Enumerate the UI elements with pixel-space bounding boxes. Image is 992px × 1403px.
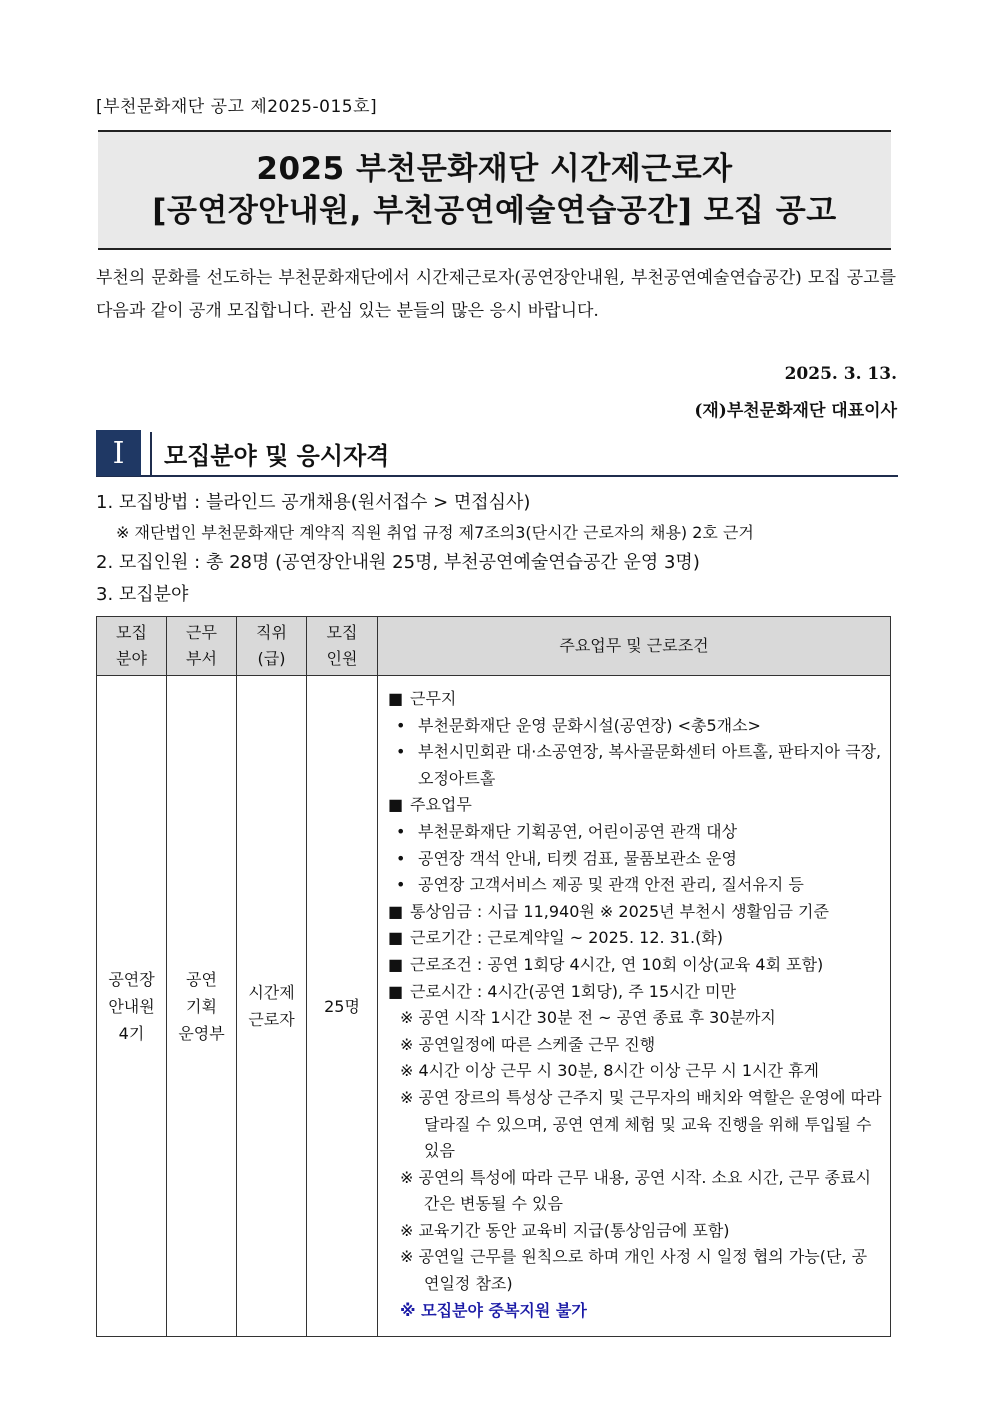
duty-note-4: ※ 공연 장르의 특성상 근주지 및 근무자의 배치와 역할은 운영에 따라 달라질 수 있으며, 공연 연계 체험 및 교육 진행을 위해 투입될 수 있음 [400, 1087, 882, 1161]
header-count [307, 617, 378, 676]
header-dept-l2: 부서 [186, 649, 217, 668]
duty-workplace-2: • 부천시민회관 대·소공연장, 복사골문화센터 아트홀, 판타지아 극장, 오정아트홀 [388, 739, 882, 792]
dot-bullet-icon: • [396, 742, 406, 762]
duty-note-3: ※ 4시간 이상 근무 시 30분, 8시간 이상 근무 시 1시간 휴게 [400, 1061, 820, 1081]
cell-rank-l2: 근로자 [248, 1010, 295, 1030]
title-box [98, 130, 891, 250]
item-recruit-method: 1. 모집방법 : 블라인드 공개채용(원서접수 > 면접심사) [96, 492, 531, 513]
dot-bullet-icon: • [396, 848, 406, 868]
header-rank-l2: (급) [257, 649, 286, 668]
duty-note-2: ※ 공연일정에 따른 스케줄 근무 진행 [400, 1034, 656, 1054]
section-title: 모집분야 및 응시자격 [164, 442, 390, 470]
duty-period: ■ 근로기간 : 근로계약일 ~ 2025. 12. 31.(화) [388, 925, 882, 952]
duty-main-3: • 공연장 고객서비스 제공 및 관객 안전 관리, 질서유지 등 [388, 872, 882, 899]
header-dept [167, 617, 237, 676]
duty-hours: ■ 근로시간 : 4시간(공연 1회당), 주 15시간 미만 [388, 979, 882, 1006]
header-count-l2: 인원 [326, 649, 358, 668]
header-field [97, 617, 167, 676]
cell-count: 25명 [307, 676, 378, 1337]
square-bullet-icon: ■ [388, 981, 404, 1001]
section-header [96, 430, 898, 477]
header-field-l1: 모집 [116, 623, 147, 642]
dot-bullet-icon: • [396, 821, 406, 841]
item-recruit-method-note: ※ 재단법인 부천문화재단 계약직 직원 취업 규정 제7조의3(단시간 근로자의 채용) 2호 근거 [116, 523, 754, 542]
dot-bullet-icon: • [396, 875, 406, 895]
notice-date: 2025. 3. 13. [784, 364, 897, 384]
square-bullet-icon: ■ [388, 901, 404, 921]
cell-dept-l2: 기획 [186, 996, 217, 1016]
section-number-badge: Ⅰ [96, 430, 141, 476]
title-line-2: [공연장안내원, 부천공연예술연습공간] 모집 공고 [152, 193, 837, 229]
recruit-table [96, 616, 891, 1337]
duty-conditions: ■ 근로조건 : 공연 1회당 4시간, 연 10회 이상(교육 4회 포함) [388, 952, 882, 979]
header-field-l2: 분야 [116, 649, 147, 668]
square-bullet-icon: ■ [388, 928, 404, 948]
intro-paragraph: 부천의 문화를 선도하는 부천문화재단에서 시간제근로자(공연장안내원, 부천공연예술연습공간) 모집 공고를 다음과 같이 공개 모집합니다. 관심 있는 분들의 많은 응시 바랍니다. [96, 268, 896, 321]
duty-note-1: ※ 공연 시작 1시간 30분 전 ~ 공연 종료 후 30분까지 [400, 1008, 776, 1028]
table-header-row [97, 617, 891, 676]
item-recruit-field: 3. 모집분야 [96, 584, 189, 605]
duty-wage: ■ 통상임금 : 시급 11,940원 ※ 2025년 부천시 생활임금 기준 [388, 899, 882, 926]
header-dept-l1: 근무 [186, 623, 217, 642]
item-recruit-count: 2. 모집인원 : 총 28명 (공연장안내원 25명, 부천공연예술연습공간 운영 3명) [96, 552, 700, 573]
cell-field [97, 676, 167, 1337]
square-bullet-icon: ■ [388, 795, 404, 815]
duty-main-heading: ■ 주요업무 [388, 792, 882, 819]
duty-main-1: • 부천문화재단 기획공연, 어린이공연 관객 대상 [388, 819, 882, 846]
duty-note-7: ※ 공연일 근무를 원칙으로 하며 개인 사정 시 일정 협의 가능(단, 공연일정 참조) [400, 1247, 868, 1294]
table-row [97, 676, 891, 1337]
cell-field-l1: 공연장 [108, 969, 155, 989]
dot-bullet-icon: • [396, 715, 406, 735]
square-bullet-icon: ■ [388, 954, 404, 974]
duty-main-2: • 공연장 객석 안내, 티켓 검표, 물품보관소 운영 [388, 846, 882, 873]
document-number: [부천문화재단 공고 제2025-015호] [96, 97, 378, 117]
cell-rank-l1: 시간제 [248, 983, 295, 1003]
cell-duties [378, 676, 891, 1337]
duty-workplace-1: • 부천문화재단 운영 문화시설(공연장) <총5개소> [388, 713, 882, 740]
cell-field-l3: 4기 [118, 1023, 145, 1043]
cell-rank [237, 676, 307, 1337]
cell-dept-l1: 공연 [186, 969, 217, 989]
title-line-1: 2025 부천문화재단 시간제근로자 [256, 151, 733, 187]
cell-dept-l3: 운영부 [178, 1023, 225, 1043]
duty-note-duplicate-warning: ※ 모집분야 중복지원 불가 [400, 1300, 587, 1320]
header-rank [237, 617, 307, 676]
duty-note-5: ※ 공연의 특성에 따라 근무 내용, 공연 시작. 소요 시간, 근무 종료시간은 변동될 수 있음 [400, 1167, 872, 1214]
organization-signature: (재)부천문화재단 대표이사 [694, 401, 897, 421]
duty-workplace-heading: ■ 근무지 [388, 686, 882, 713]
cell-dept [167, 676, 237, 1337]
square-bullet-icon: ■ [388, 689, 404, 708]
header-duties: 주요업무 및 근로조건 [378, 617, 891, 676]
duty-note-6: ※ 교육기간 동안 교육비 지급(통상임금에 포함) [400, 1220, 730, 1240]
section-divider [150, 432, 152, 476]
header-count-l1: 모집 [326, 623, 358, 642]
header-rank-l1: 직위 [256, 623, 287, 642]
cell-field-l2: 안내원 [108, 996, 155, 1016]
